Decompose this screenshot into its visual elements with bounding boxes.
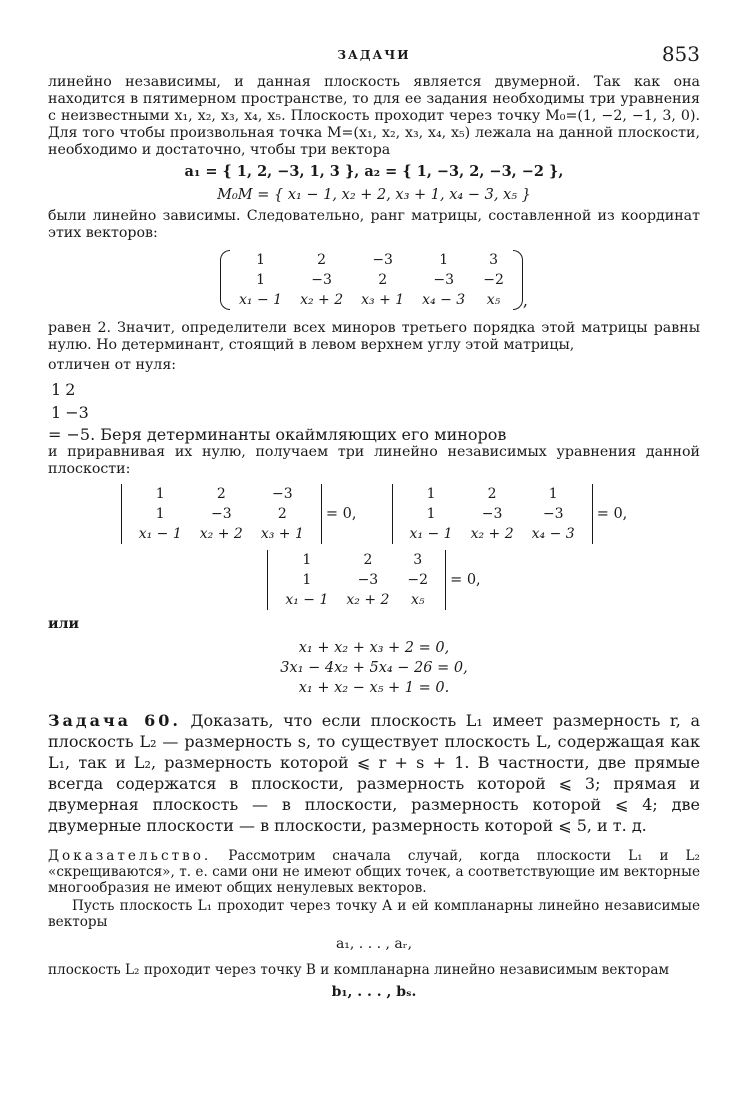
proof-section <box>48 848 700 896</box>
det3-row <box>276 570 437 590</box>
matrix-cell: 1 <box>256 272 266 288</box>
coordinate-matrix <box>48 250 700 310</box>
vectors-a: a₁, . . . , aᵣ, <box>335 936 413 952</box>
running-head: ЗАДАЧИ <box>337 48 411 62</box>
det2-row <box>401 504 584 524</box>
page-number: 853 <box>661 42 700 66</box>
vectors-equation: a₁ = { 1, 2, −3, 1, 3 }, a₂ = { 1, −3, 2, −3, −2 }, <box>184 163 564 180</box>
det2-cell: 1 <box>548 486 558 502</box>
matrix-cell: −3 <box>311 272 332 288</box>
det1-row <box>130 504 313 524</box>
det1-cell: x₁ − 1 <box>138 526 182 542</box>
paragraph-intro: линейно независимы, и данная плоскость является двумерной. Так как она находится в пятимерном пространстве, то для ее задания необходимы три уравнения с неизвестными x₁, x₂, x₃, x₄, x₅. Плоскость проходит через точку M₀=(1, −2, −1, 3, 0). Для того чтобы произвольная точка M=(x₁, x₂, x₃, x₄, x₅) лежала на данной плоскости, необходимо и достаточно, чтобы три вектора <box>48 74 700 158</box>
det1-cell: −3 <box>210 506 232 522</box>
minor-row <box>50 402 90 423</box>
matrix-row <box>230 270 513 290</box>
paragraph-rank: равен 2. Значит, определители всех миноров третьего порядка этой матрицы равны нулю. Но детерминант, стоящий в левом верхнем углу этой матрицы, <box>48 320 700 353</box>
det1-cell: 2 <box>216 486 226 502</box>
task-title: Задача 60. <box>48 711 181 730</box>
det3-cell: −3 <box>357 572 379 588</box>
paragraph-minor-line <box>48 357 700 374</box>
det2-cell: 1 <box>426 506 436 522</box>
det2-cell: 1 <box>426 486 436 502</box>
det2-cell: x₄ − 3 <box>531 526 575 542</box>
det2-row <box>401 524 584 544</box>
determinants-row-2 <box>48 550 700 610</box>
det2-cell: 2 <box>487 486 497 502</box>
matrix-cell: x₁ − 1 <box>239 292 283 308</box>
m0m-vector-equation: M₀M = { x₁ − 1, x₂ + 2, x₃ + 1, x₄ − 3, x₅ } <box>217 187 531 203</box>
determinants-row-1 <box>48 484 700 544</box>
matrix-cell: −2 <box>483 272 504 288</box>
det1-row <box>130 484 313 504</box>
vectors-b: b₁, . . . , bₛ. <box>331 984 417 1000</box>
det1-cell: −3 <box>272 486 293 502</box>
minor-table <box>48 377 92 425</box>
determinant-1-eq: = 0, <box>325 506 357 522</box>
det3-cell: x₂ + 2 <box>346 592 390 608</box>
matrix-brackets <box>220 250 523 310</box>
det3-row <box>276 550 437 570</box>
det1-cell: x₂ + 2 <box>199 526 243 542</box>
det1-cell: 1 <box>155 486 165 502</box>
det2-cell: x₁ − 1 <box>409 526 453 542</box>
minor-cell: −3 <box>65 403 89 422</box>
or-label: или <box>48 616 80 632</box>
page-header <box>48 40 700 74</box>
det1-cell: 2 <box>277 506 287 522</box>
det3-row <box>276 590 437 610</box>
determinant-2 <box>392 484 593 544</box>
proof-paragraph-3: плоскость L₂ проходит через точку B и компланарна линейно независимым векторам <box>48 962 670 978</box>
determinant-3-table <box>276 550 437 610</box>
proof-text: Рассмотрим сначала случай, когда плоскости L₁ и L₂ «скрещиваются», т. е. сами они не имеют общих точек, а соответствующие им векторные многообразия не имеют общих ненулевых векторов. <box>48 848 701 896</box>
matrix-cell: 2 <box>317 252 327 268</box>
minor-cell: 1 <box>51 380 62 399</box>
task-60 <box>48 710 700 836</box>
matrix-table <box>230 250 513 310</box>
determinant-3-eq: = 0, <box>450 572 481 588</box>
matrix-cell: 1 <box>439 252 449 268</box>
matrix-cell: x₄ − 3 <box>422 292 466 308</box>
matrix-cell: −3 <box>372 252 393 268</box>
book-page <box>48 40 700 1010</box>
det1-cell: 1 <box>155 506 165 522</box>
determinant-1-table <box>130 484 313 544</box>
system-equation-3: x₁ + x₂ − x₅ + 1 = 0. <box>298 680 450 696</box>
task-text: Доказать, что если плоскость L₁ имеет размерность r, а плоскость L₂ — размерность s, то существует плоскость L, содержащая как L₁, так и L₂, размерность которой ⩽ r + s + 1. В частности, две прямые всегда содержатся в плоскости, размерность которой ⩽ 3; прямая и двумерная плоскость — в плоскости, размерность которой ⩽ 4; две двумерные плоскости — в плоскости, размерность которой ⩽ 5, и т. д. <box>48 711 701 835</box>
det3-cell: 1 <box>302 572 312 588</box>
det1-cell: x₃ + 1 <box>260 526 304 542</box>
determinant-1 <box>121 484 322 544</box>
minor-prefix: отличен от нуля: <box>48 357 177 373</box>
det3-cell: 3 <box>413 552 423 568</box>
matrix-cell: 3 <box>489 252 498 268</box>
matrix-cell: 2 <box>378 272 388 288</box>
matrix-cell: x₃ + 1 <box>361 292 405 308</box>
matrix-cell: x₅ <box>486 292 501 308</box>
matrix-row <box>230 250 513 270</box>
det3-cell: −2 <box>407 572 429 588</box>
matrix-cell: 1 <box>256 252 266 268</box>
proof-title: Доказательство. <box>48 848 212 864</box>
proof-paragraph-2: Пусть плоскость L₁ проходит через точку A и ей компланарны линейно независимые векторы <box>48 898 700 930</box>
determinant-2-table <box>401 484 584 544</box>
matrix-cell: −3 <box>433 272 455 288</box>
det2-cell: −3 <box>481 506 503 522</box>
det3-cell: x₅ <box>410 592 425 608</box>
det3-cell: 1 <box>302 552 312 568</box>
det2-cell: x₂ + 2 <box>470 526 514 542</box>
determinant-3 <box>267 550 446 610</box>
det2-row <box>401 484 584 504</box>
minor-cell: 2 <box>65 380 76 399</box>
system-equation-2: 3x₁ − 4x₂ + 5x₄ − 26 = 0, <box>280 660 468 676</box>
paragraph-bordering: и приравнивая их нулю, получаем три линейно независимых уравнения данной плоскости: <box>48 444 700 477</box>
matrix-trailing-comma: , <box>522 291 528 310</box>
minor-suffix: = −5. Беря детерминанты окаймляющих его миноров <box>48 425 507 444</box>
determinant-2-eq: = 0, <box>596 506 628 522</box>
matrix-cell: x₂ + 2 <box>300 292 344 308</box>
minor-cell: 1 <box>51 403 62 422</box>
det3-cell: 2 <box>363 552 373 568</box>
det1-row <box>130 524 313 544</box>
det3-cell: x₁ − 1 <box>285 592 329 608</box>
paragraph-dependence: были линейно зависимы. Следовательно, ранг матрицы, составленной из координат этих векторов: <box>48 208 700 241</box>
minor-row <box>50 379 90 400</box>
equation-system <box>48 638 700 698</box>
matrix-row <box>230 290 513 310</box>
system-equation-1: x₁ + x₂ + x₃ + 2 = 0, <box>298 640 450 656</box>
det2-cell: −3 <box>542 506 564 522</box>
